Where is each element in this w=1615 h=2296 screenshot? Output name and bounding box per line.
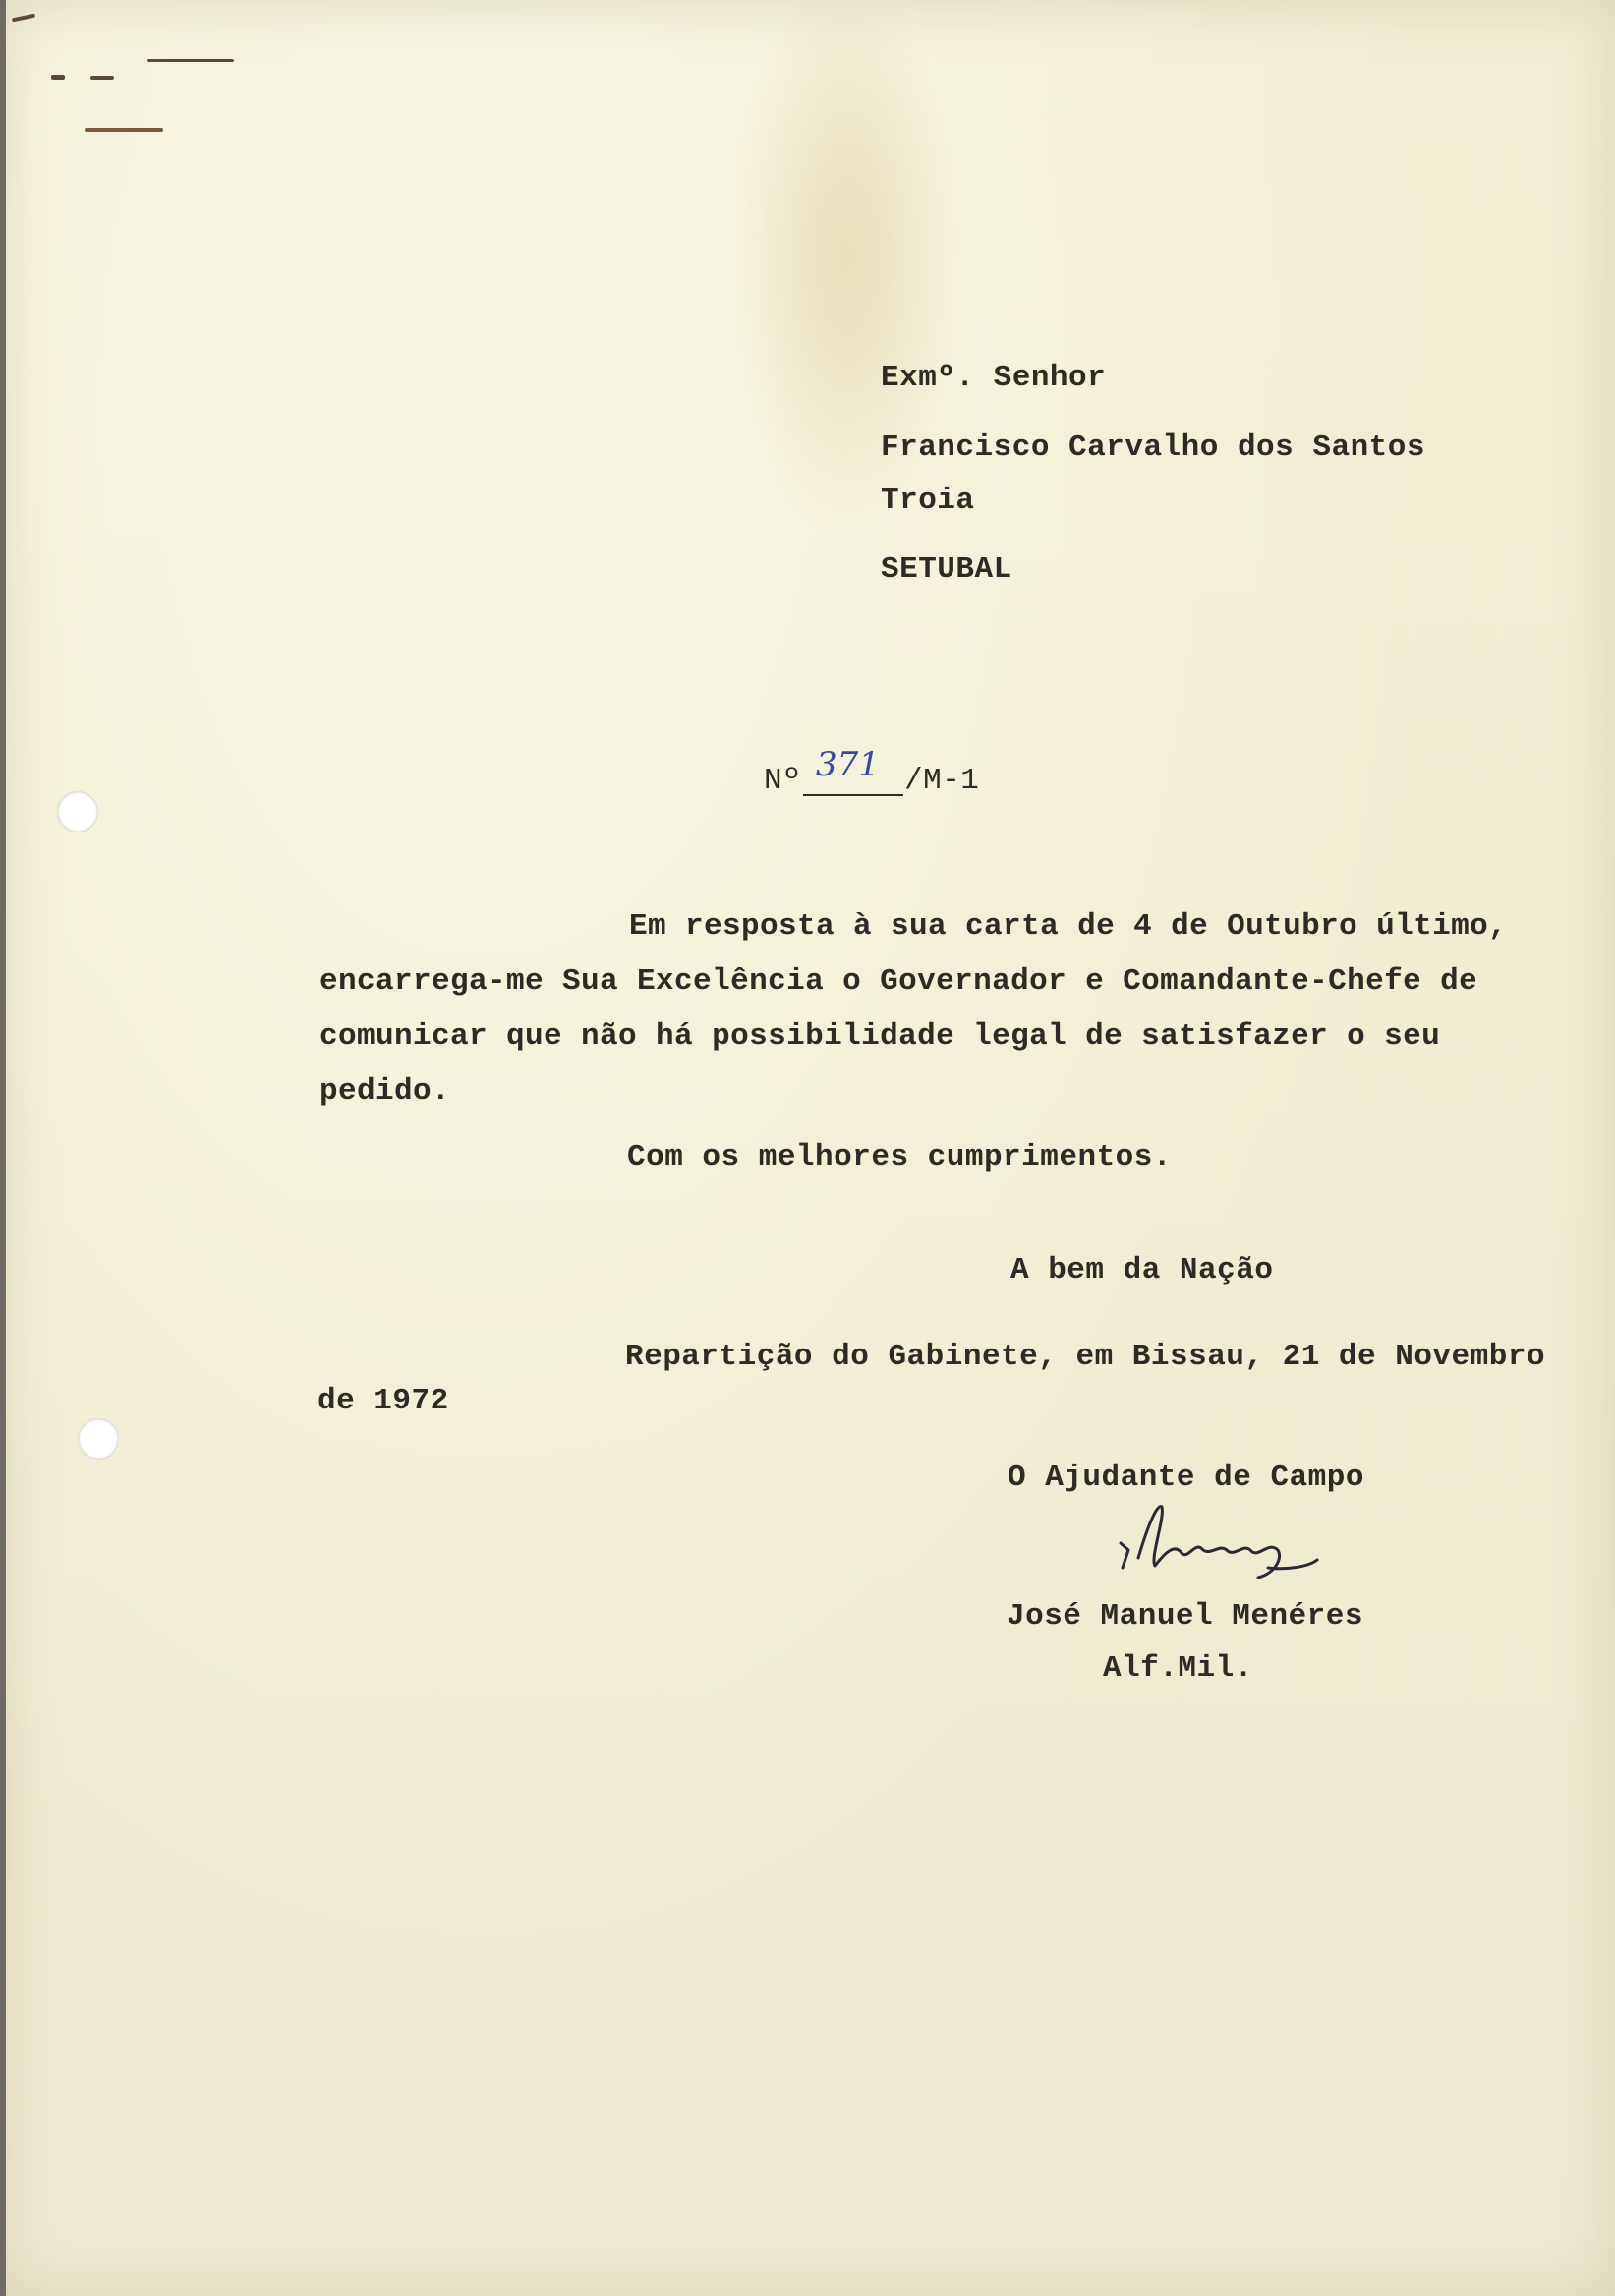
signatory-rank: Alf.Mil. (1103, 1651, 1253, 1686)
body-line: comunicar que não há possibilidade legal de satisfazer o seu (319, 1019, 1441, 1054)
body-line: Em resposta à sua carta de 4 de Outubro último, (629, 909, 1508, 944)
paper-mark (12, 14, 35, 23)
letter-body (319, 909, 1578, 1129)
reference-suffix: /M-1 (904, 764, 980, 798)
body-line: pedido. (319, 1074, 451, 1109)
paper-mark (147, 59, 234, 62)
recipient-salutation: Exmº. Senhor (881, 361, 1107, 395)
paper-mark (85, 128, 163, 132)
reference-prefix: Nº (764, 764, 802, 798)
paper-mark (90, 76, 114, 80)
punch-hole-top (57, 791, 98, 832)
signature-image (1111, 1499, 1366, 1607)
motto: A bem da Nação (1010, 1253, 1274, 1288)
signatory-role: O Ajudante de Campo (1008, 1461, 1364, 1495)
reference-number-handwritten: 371 (816, 745, 880, 784)
recipient-name: Francisco Carvalho dos Santos (881, 430, 1425, 465)
punch-hole-bottom (78, 1418, 119, 1460)
recipient-city: SETUBAL (881, 552, 1012, 587)
letter-closing: Com os melhores cumprimentos. (627, 1140, 1172, 1175)
scan-edge (0, 0, 6, 2296)
body-line: encarrega-me Sua Excelência o Governador e Comandante-Chefe de (319, 964, 1478, 999)
paper-mark (51, 75, 65, 80)
reference-blank-line (803, 794, 903, 796)
place-date-line2: de 1972 (317, 1384, 449, 1418)
place-date-line1: Repartição do Gabinete, em Bissau, 21 de Novembro (625, 1340, 1546, 1374)
recipient-place: Troia (881, 484, 975, 518)
signatory-name: José Manuel Menéres (1007, 1599, 1363, 1634)
